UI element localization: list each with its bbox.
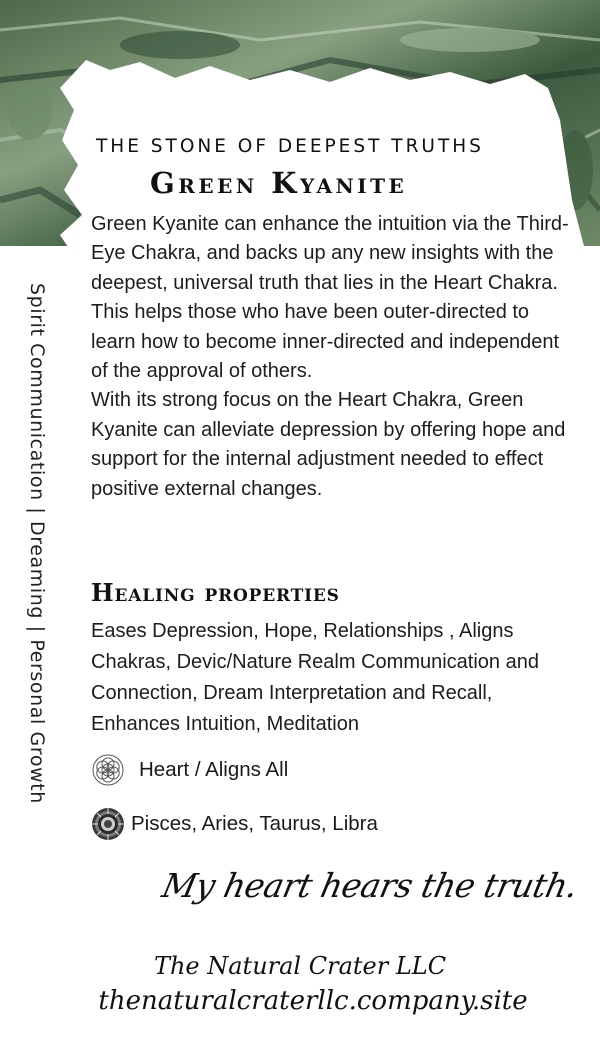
stone-title: Green Kyanite: [150, 166, 408, 200]
zodiac-text: Pisces, Aries, Taurus, Libra: [131, 812, 378, 835]
subtitle: THE STONE OF DEEPEST TRUTHS: [96, 136, 484, 157]
flower-of-life-icon: [90, 752, 126, 788]
healing-heading: Healing properties: [91, 578, 340, 607]
description-paragraph: Green Kyanite can enhance the intuition via the Third-Eye Chakra, and backs up any new insights with the deepest, universal truth that lies in the Heart Chakra. This helps those who have been outer-directed to learn how to become inner-directed and independent of the approval of others.: [91, 213, 569, 383]
website: thenaturalcraterllc.company.site: [98, 986, 528, 1016]
signature-quote: My heart hears the truth.: [158, 866, 582, 905]
healing-properties-list: Eases Depression, Hope, Relationships , Aligns Chakras, Devic/Nature Realm Communication and Connection, Dream Interpretation and Recall, Enhances Intuition, Meditation: [91, 620, 539, 735]
zodiac-row: [90, 806, 378, 842]
description-paragraph: With its strong focus on the Heart Chakra, Green Kyanite can alleviate depression by offering hope and support for the internal adjustment needed to effect positive external changes.: [91, 389, 566, 500]
side-keywords: Spirit Communication | Dreaming | Personal Growth: [26, 283, 48, 804]
chakra-row: [90, 752, 288, 788]
mandala-icon: [90, 806, 126, 842]
description: [91, 210, 571, 504]
company-name: The Natural Crater LLC: [153, 952, 447, 980]
chakra-text: Heart / Aligns All: [139, 758, 289, 781]
